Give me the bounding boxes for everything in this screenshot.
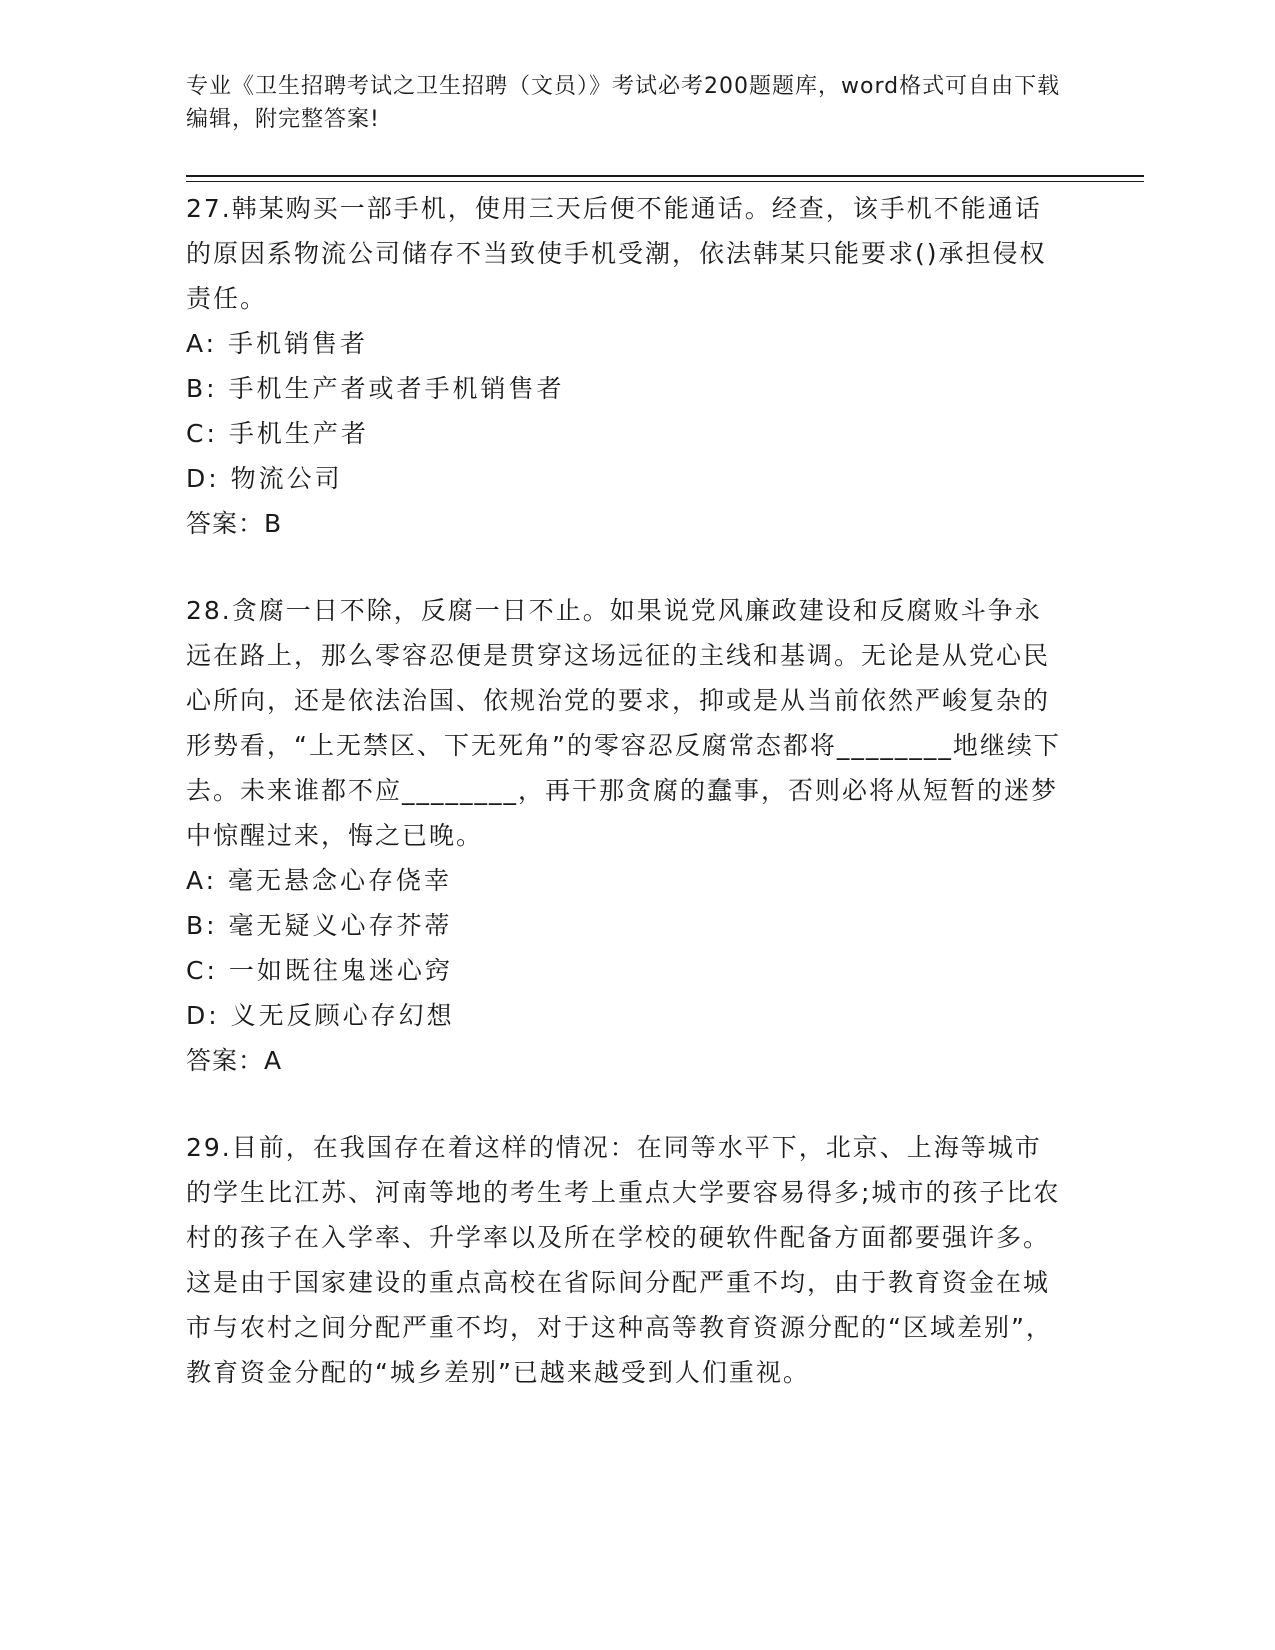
document-header: 专业《卫生招聘考试之卫生招聘（文员）》考试必考200题题库，word格式可自由下载编辑，附完整答案! — [186, 74, 1061, 132]
question-stem: 27.韩某购买一部手机，使用三天后便不能通话。经查，该手机不能通话的原因系物流公司储存不当致使手机受潮，依法韩某只能要求()承担侵权责任。 — [186, 194, 1047, 313]
option-c: C: 手机生产者 — [186, 419, 369, 448]
option-b: B: 毫无疑义心存芥蒂 — [186, 911, 453, 940]
option-a: A: 手机销售者 — [186, 329, 369, 358]
answer-line: 答案：B — [186, 509, 283, 538]
question-29 — [186, 1125, 1066, 1395]
option-b: B: 手机生产者或者手机销售者 — [186, 374, 565, 403]
question-list — [186, 186, 1066, 1437]
question-28 — [186, 588, 1066, 1083]
option-list — [186, 321, 1066, 501]
option-c: C: 一如既往鬼迷心窍 — [186, 956, 453, 985]
option-list — [186, 858, 1066, 1038]
question-27 — [186, 186, 1066, 546]
header-divider-thin — [186, 181, 1144, 182]
option-d: D: 义无反顾心存幻想 — [186, 1001, 455, 1030]
question-stem: 28.贪腐一日不除，反腐一日不止。如果说党风廉政建设和反腐败斗争永远在路上，那么零容忍便是贯穿这场远征的主线和基调。无论是从党心民心所向，还是依法治国、依规治党的要求，抑或是从当前依然严峻复杂的形势看，“上无禁区、下无死角”的零容忍反腐常态都将________地继续下去。未来谁都不应________，再干那贪腐的蠢事，否则必将从短暂的迷梦中惊醒过来，悔之已晚。 — [186, 596, 1061, 850]
answer-line: 答案：A — [186, 1046, 283, 1075]
option-a: A: 毫无悬念心存侥幸 — [186, 866, 453, 895]
header-divider-thick — [186, 175, 1144, 177]
question-stem: 29.目前，在我国存在着这样的情况：在同等水平下，北京、上海等城市的学生比江苏、河南等地的考生考上重点大学要容易得多;城市的孩子比农村的孩子在入学率、升学率以及所在学校的硬软件配备方面都要强许多。这是由于国家建设的重点高校在省际间分配严重不均，由于教育资金在城市与农村之间分配严重不均，对于这种高等教育资源分配的“区域差别”，教育资金分配的“城乡差别”已越来越受到人们重视。 — [186, 1133, 1061, 1387]
option-d: D: 物流公司 — [186, 464, 343, 493]
